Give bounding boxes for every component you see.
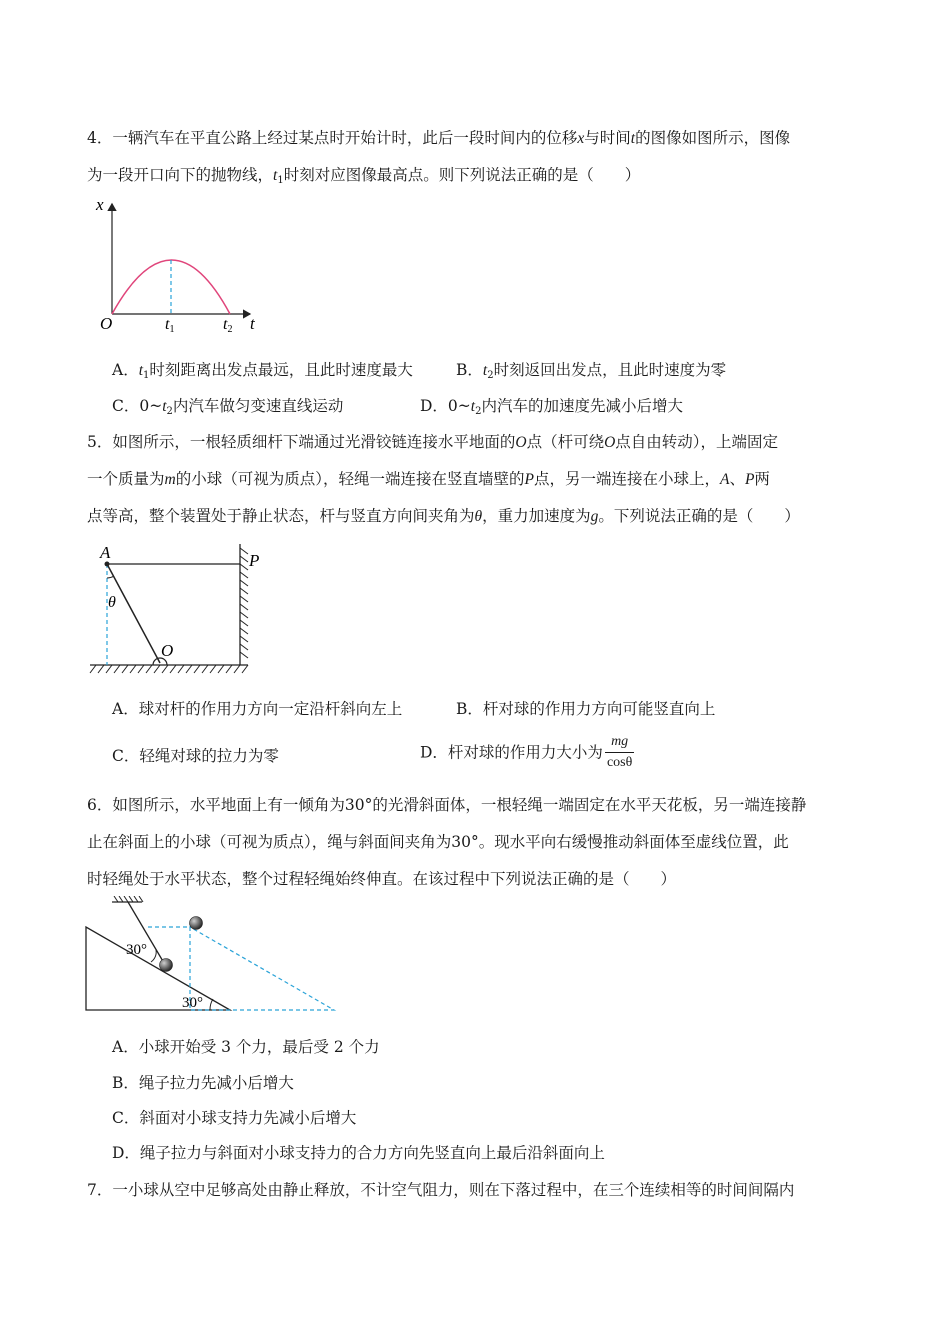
q4-line1: 4．一辆汽车在平直公路上经过某点时开始计时，此后一段时间内的位移x与时间t的图像如图所示，图像 xyxy=(87,129,791,147)
tick-t2-label: t2 xyxy=(223,316,233,335)
angle-arc-top xyxy=(151,950,156,962)
theta-arc xyxy=(107,576,114,578)
label-a: A xyxy=(100,543,111,562)
q5-option-d[interactable]: D．杆对球的作用力大小为 $\frac{mg}{\cos\theta}$ xyxy=(420,732,634,773)
q5-line1: 5．如图所示，一根轻质细杆下端通过光滑铰链连接水平地面的O点（杆可绕O点自由转动），上端固定 xyxy=(87,433,779,451)
q6-option-b[interactable]: B．绳子拉力先减小后增大 xyxy=(112,1074,294,1092)
ball-end xyxy=(190,917,203,930)
q4-option-a[interactable]: A．$t_1$时刻距离出发点最远，且此时速度最大 xyxy=(112,361,413,381)
ball xyxy=(105,562,110,567)
angle-label-top: 30° xyxy=(126,942,147,958)
rod-line xyxy=(107,564,160,663)
q6-line1: 6．如图所示，水平地面上有一倾角为30°的光滑斜面体，一根轻绳一端固定在水平天花板，另一端连接静 xyxy=(87,796,807,814)
label-p: P xyxy=(249,551,260,570)
q5-rod-figure xyxy=(88,538,268,680)
q6-line2: 止在斜面上的小球（可视为质点），绳与斜面间夹角为30°。现水平向右缓慢推动斜面体至虚线位置，此 xyxy=(87,833,789,851)
q6-option-c[interactable]: C．斜面对小球支持力先减小后增大 xyxy=(112,1109,357,1127)
q4-option-b[interactable]: B．$t_2$时刻返回出发点，且此时速度为零 xyxy=(456,361,727,381)
q7-line1: 7．一小球从空中足够高处由静止释放，不计空气阻力，则在下落过程中，在三个连续相等的时间间隔内 xyxy=(87,1181,795,1199)
q6-incline-figure xyxy=(84,896,339,1016)
q5-option-a[interactable]: A．球对杆的作用力方向一定沿杆斜向左上 xyxy=(112,700,403,718)
angle-label-bottom: 30° xyxy=(182,995,203,1011)
q4-option-d[interactable]: D．$0\sim t_2$内汽车的加速度先减小后增大 xyxy=(420,397,683,417)
q5-line3: 点等高，整个装置处于静止状态，杆与竖直方向间夹角为θ，重力加速度为g。下列说法正确的是（ ） xyxy=(87,507,800,525)
origin-label: O xyxy=(100,314,113,333)
q6-option-d[interactable]: D．绳子拉力与斜面对小球支持力的合力方向先竖直向上最后沿斜面向上 xyxy=(112,1144,605,1162)
incline-solid xyxy=(86,927,230,1010)
q4-line2: 为一段开口向下的抛物线，$t_1$时刻对应图像最高点。则下列说法正确的是（ ） xyxy=(87,166,641,186)
q4-xt-graph xyxy=(90,192,270,340)
q5-line2: 一个质量为m的小球（可视为质点），轻绳一端连接在竖直墙壁的P点，另一端连接在小球上，A、P两 xyxy=(87,470,770,488)
label-o: O xyxy=(161,641,174,660)
label-theta: θ xyxy=(108,594,116,611)
q6-option-a[interactable]: A．小球开始受 3 个力，最后受 2 个力 xyxy=(112,1038,380,1056)
tick-t1-label: t1 xyxy=(165,316,175,335)
q6-line3: 时轻绳处于水平状态，整个过程轻绳始终伸直。在该过程中下列说法正确的是（ ） xyxy=(87,870,677,888)
x-axis-label: t xyxy=(250,314,255,333)
q5-option-b[interactable]: B．杆对球的作用力方向可能竖直向上 xyxy=(456,700,716,718)
ball-start xyxy=(160,959,173,972)
q5-option-c[interactable]: C．轻绳对球的拉力为零 xyxy=(112,747,279,765)
fraction: $\frac{mg}{\cos\theta}$ xyxy=(606,734,633,770)
angle-arc-bottom xyxy=(210,999,213,1010)
incline-dashed xyxy=(190,927,334,1010)
q4-option-c[interactable]: C．$0\sim t_2$内汽车做匀变速直线运动 xyxy=(112,397,344,417)
y-axis-label: x xyxy=(96,195,104,214)
